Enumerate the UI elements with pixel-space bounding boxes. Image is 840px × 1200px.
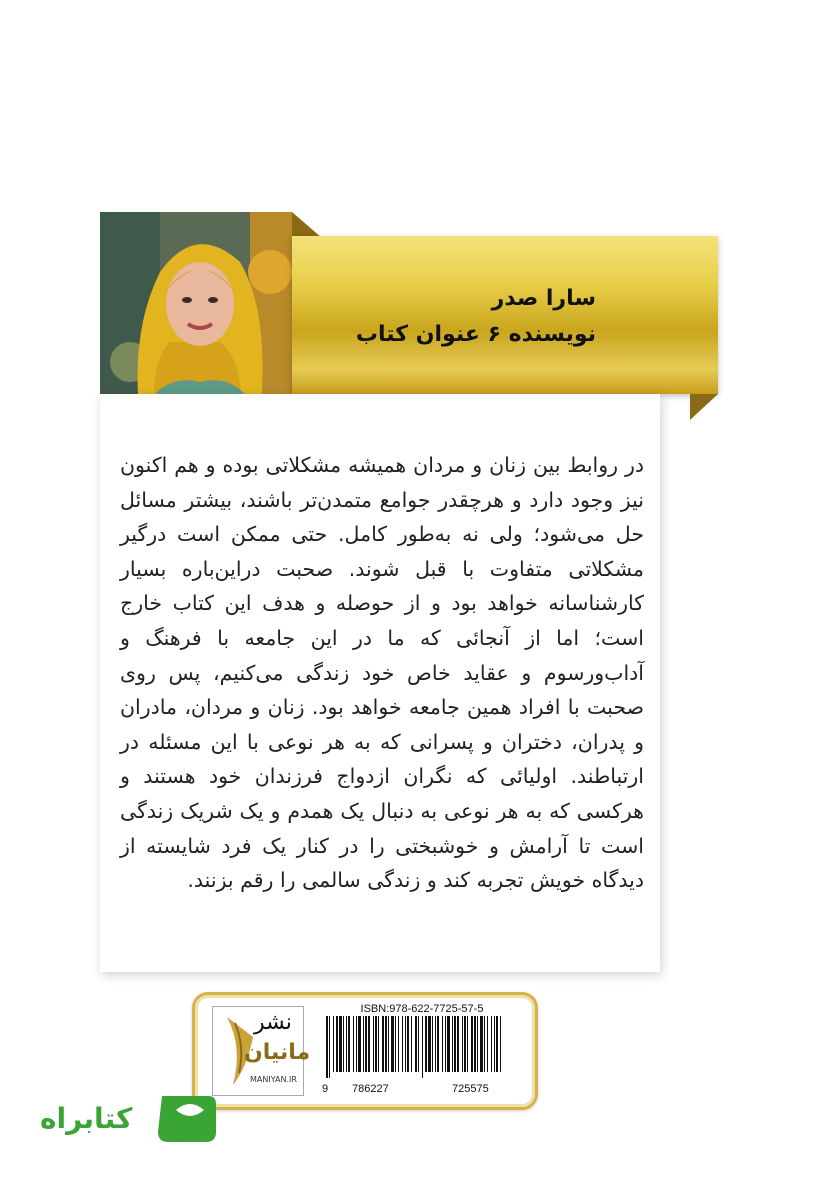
barcode-bar: [418, 1016, 419, 1072]
book-description: در روابط بین زنان و مردان همیشه مشکلاتی بوده و هم اکنون نیز وجود دارد و هرچقدر جوامع متمدن‌تر باشند، بیشتر مسائل حل می‌شود؛ ولی نه به‌طور کامل. حتی ممکن است درگیر مشکلاتی متفاوت با قبل شوند. صحبت دراین‌باره بسیار کارشناسانه خواهد بود و از حوصله و هدف این کتاب خارج است؛ اما از آنجائی که ما در این جامعه با فرهنگ و آداب‌ورسوم و عقاید خاص خود زندگی می‌کنیم، پس روی صحبت با افراد همین جامعه خواهد بود. زنان و مردان، مادران و پدران، دختران و پسرانی که به هر نوعی با این مسئله در ارتباطند. اولیائی که نگران ازدواج فرزندان خود هستند و هرکسی که به هر نوعی به دنبال یک همدم و یک شریک زندگی است تا آرامش و خوشبختی را در کنار یک فرد شایسته از دیدگاه خویش تجربه کند و زندگی سالمی را رقم بزنند.: [120, 453, 644, 893]
barcode-bar: [500, 1016, 501, 1072]
barcode-bar: [457, 1016, 459, 1072]
ketabrah-book-icon: [158, 1096, 216, 1142]
publisher-word-1: نشر: [254, 1010, 292, 1035]
barcode-bar: [487, 1016, 488, 1072]
barcode-bar: [368, 1016, 370, 1072]
barcode-bar: [496, 1016, 498, 1072]
barcode-bar: [428, 1016, 431, 1072]
barcode-bar: [411, 1016, 412, 1072]
barcode-bar: [333, 1016, 334, 1072]
ketabrah-name: کتابراه: [40, 1102, 133, 1135]
barcode-bar: [474, 1016, 476, 1072]
barcode-bar: [348, 1016, 350, 1072]
barcode-bar: [415, 1016, 417, 1072]
barcode-bar: [385, 1016, 387, 1072]
barcode-bar: [480, 1016, 483, 1072]
barcode-bar: [494, 1016, 495, 1072]
barcode-bar: [477, 1016, 478, 1072]
barcode-bar: [464, 1016, 466, 1072]
barcode-bar: [395, 1016, 396, 1072]
barcode-bar: [447, 1016, 450, 1072]
barcode-bar: [365, 1016, 367, 1072]
barcode-bar: [378, 1016, 379, 1072]
barcode-bar: [339, 1016, 342, 1072]
barcode-bar: [437, 1016, 439, 1072]
isbn-group-2: 725575: [452, 1083, 489, 1095]
barcode-bar: [432, 1016, 433, 1072]
barcode-bar: [382, 1016, 384, 1072]
barcode-bar: [402, 1016, 403, 1072]
author-banner: [292, 236, 718, 394]
barcode-bar: [484, 1016, 485, 1072]
author-name: سارا صدر: [491, 286, 596, 311]
barcode-bar: [405, 1016, 406, 1072]
barcode-bar: [435, 1016, 436, 1072]
banner-fold-bottom: [690, 394, 718, 420]
barcode-bar: [491, 1016, 492, 1072]
barcode-bar: [391, 1016, 394, 1072]
barcode-bar: [422, 1016, 423, 1078]
isbn-lead-digit: 9: [322, 1083, 329, 1095]
barcode-bar: [388, 1016, 389, 1072]
publisher-word-2: مانیان: [244, 1040, 311, 1065]
barcode-bar: [363, 1016, 364, 1072]
isbn-label: ISBN:978-622-7725-57-5: [360, 1003, 484, 1015]
barcode-bar: [356, 1016, 357, 1072]
barcode-bar: [398, 1016, 399, 1072]
barcode-bar: [326, 1016, 328, 1078]
isbn-group-1: 786227: [352, 1083, 389, 1095]
barcode-bar: [353, 1016, 354, 1072]
author-subtitle: نویسنده ۶ عنوان کتاب: [355, 322, 596, 347]
banner-fold-top: [292, 212, 322, 238]
barcode-bar: [343, 1016, 344, 1072]
barcode-bar: [452, 1016, 453, 1072]
barcode-bar: [445, 1016, 446, 1072]
barcode-bar: [373, 1016, 374, 1072]
barcode-bar: [442, 1016, 443, 1072]
barcode-bar: [358, 1016, 361, 1072]
barcode-bar: [454, 1016, 456, 1072]
barcode-bar: [425, 1016, 427, 1072]
author-photo: [100, 212, 292, 418]
barcode-bar: [375, 1016, 377, 1072]
isbn-barcode: [322, 1016, 522, 1078]
barcode-bar: [329, 1016, 330, 1078]
barcode-bar: [467, 1016, 468, 1072]
barcode-bar: [462, 1016, 463, 1072]
publisher-site: MANIYAN.IR: [250, 1075, 297, 1084]
barcode-bar: [471, 1016, 473, 1072]
barcode-bar: [407, 1016, 409, 1072]
barcode-bar: [336, 1016, 338, 1072]
barcode-bar: [346, 1016, 347, 1072]
